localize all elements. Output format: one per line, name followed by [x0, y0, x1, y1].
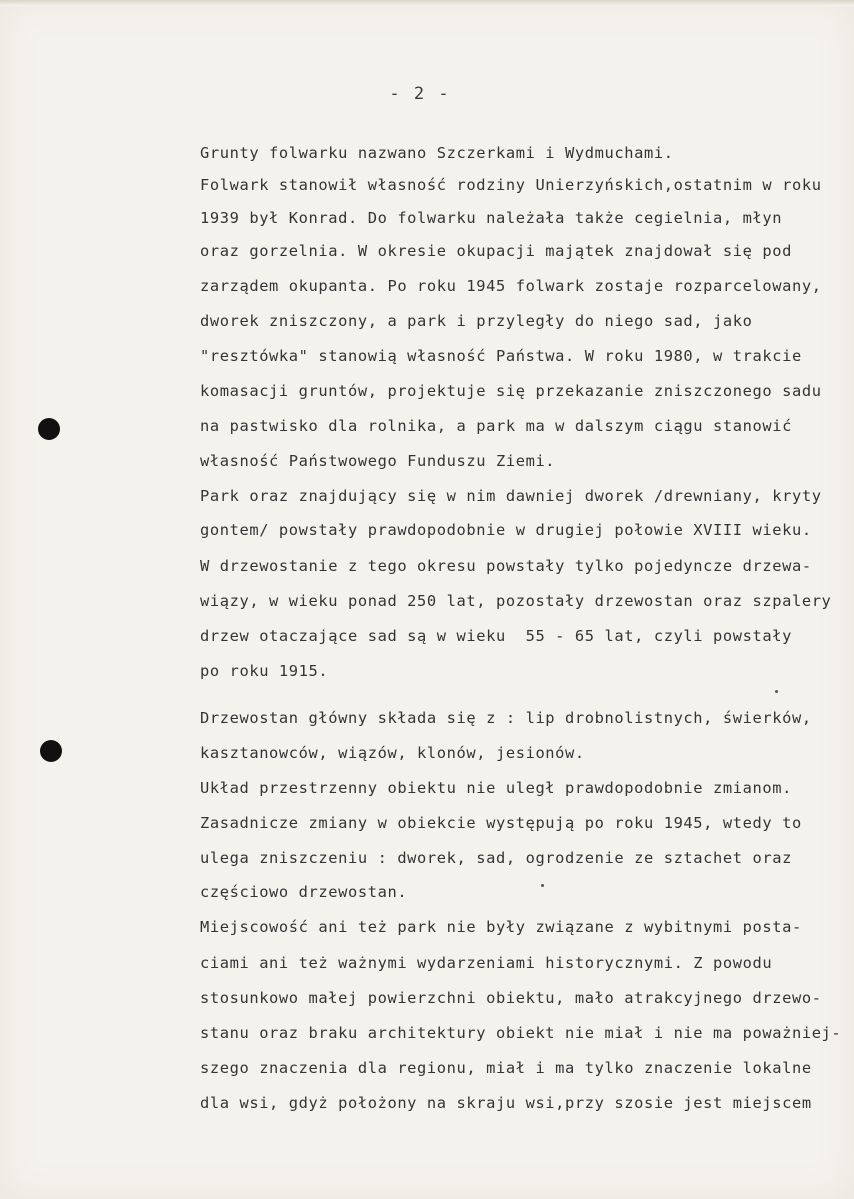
- text-line: W drzewostanie z tego okresu powstały tylko pojedyncze drzewa-: [200, 557, 812, 575]
- text-line: Zasadnicze zmiany w obiekcie występują po roku 1945, wtedy to: [200, 814, 802, 832]
- text-line: zarządem okupanta. Po roku 1945 folwark zostaje rozparcelowany,: [200, 277, 822, 295]
- text-line: po roku 1915.: [200, 662, 329, 680]
- text-line: ciami ani też ważnymi wydarzeniami historycznymi. Z powodu: [200, 954, 773, 972]
- text-line: ulega zniszczeniu : dworek, sad, ogrodzenie ze sztachet oraz: [200, 849, 792, 867]
- text-line: "resztówka" stanowią własność Państwa. W roku 1980, w trakcie: [200, 347, 802, 365]
- text-line: częściowo drzewostan.: [200, 883, 408, 901]
- page-number: - 2 -: [389, 84, 451, 104]
- text-line: na pastwisko dla rolnika, a park ma w dalszym ciągu stanowić: [200, 417, 792, 435]
- text-line: szego znaczenia dla regionu, miał i ma tylko znaczenie lokalne: [200, 1059, 812, 1077]
- text-line: komasacji gruntów, projektuje się przekazanie zniszczonego sadu: [200, 382, 822, 400]
- ink-speck: [775, 690, 778, 693]
- text-line: Układ przestrzenny obiektu nie uległ prawdopodobnie zmianom.: [200, 779, 792, 797]
- text-line: Park oraz znajdujący się w nim dawniej dworek /drewniany, kryty: [200, 487, 822, 505]
- text-line: gontem/ powstały prawdopodobnie w drugiej połowie XVIII wieku.: [200, 521, 812, 539]
- text-line: drzew otaczające sad są w wieku 55 - 65 lat, czyli powstały: [200, 627, 792, 645]
- text-line: 1939 był Konrad. Do folwarku należała także cegielnia, młyn: [200, 209, 783, 227]
- ink-speck: [541, 884, 544, 887]
- text-line: Grunty folwarku nazwano Szczerkami i Wydmuchami.: [200, 144, 674, 162]
- text-line: stosunkowo małej powierzchni obiektu, mało atrakcyjnego drzewo-: [200, 989, 822, 1007]
- text-line: Drzewostan główny składa się z : lip drobnolistnych, świerków,: [200, 709, 812, 727]
- text-line: Miejscowość ani też park nie były związane z wybitnymi posta-: [200, 918, 802, 936]
- page-top-edge: [0, 0, 854, 6]
- text-line: własność Państwowego Funduszu Ziemi.: [200, 452, 556, 470]
- text-line: wiązy, w wieku ponad 250 lat, pozostały drzewostan oraz szpalery: [200, 592, 832, 610]
- text-line: Folwark stanowił własność rodziny Unierzyńskich,ostatnim w roku: [200, 176, 822, 194]
- punch-hole-lower: [40, 740, 62, 762]
- text-line: oraz gorzelnia. W okresie okupacji majątek znajdował się pod: [200, 242, 792, 260]
- text-line: dworek zniszczony, a park i przyległy do niego sad, jako: [200, 312, 753, 330]
- text-line: kasztanowców, wiązów, klonów, jesionów.: [200, 744, 585, 762]
- text-line: stanu oraz braku architektury obiekt nie miał i nie ma poważniej-: [200, 1024, 842, 1042]
- punch-hole-upper: [38, 418, 60, 440]
- text-line: dla wsi, gdyż położony na skraju wsi,przy szosie jest miejscem: [200, 1094, 812, 1112]
